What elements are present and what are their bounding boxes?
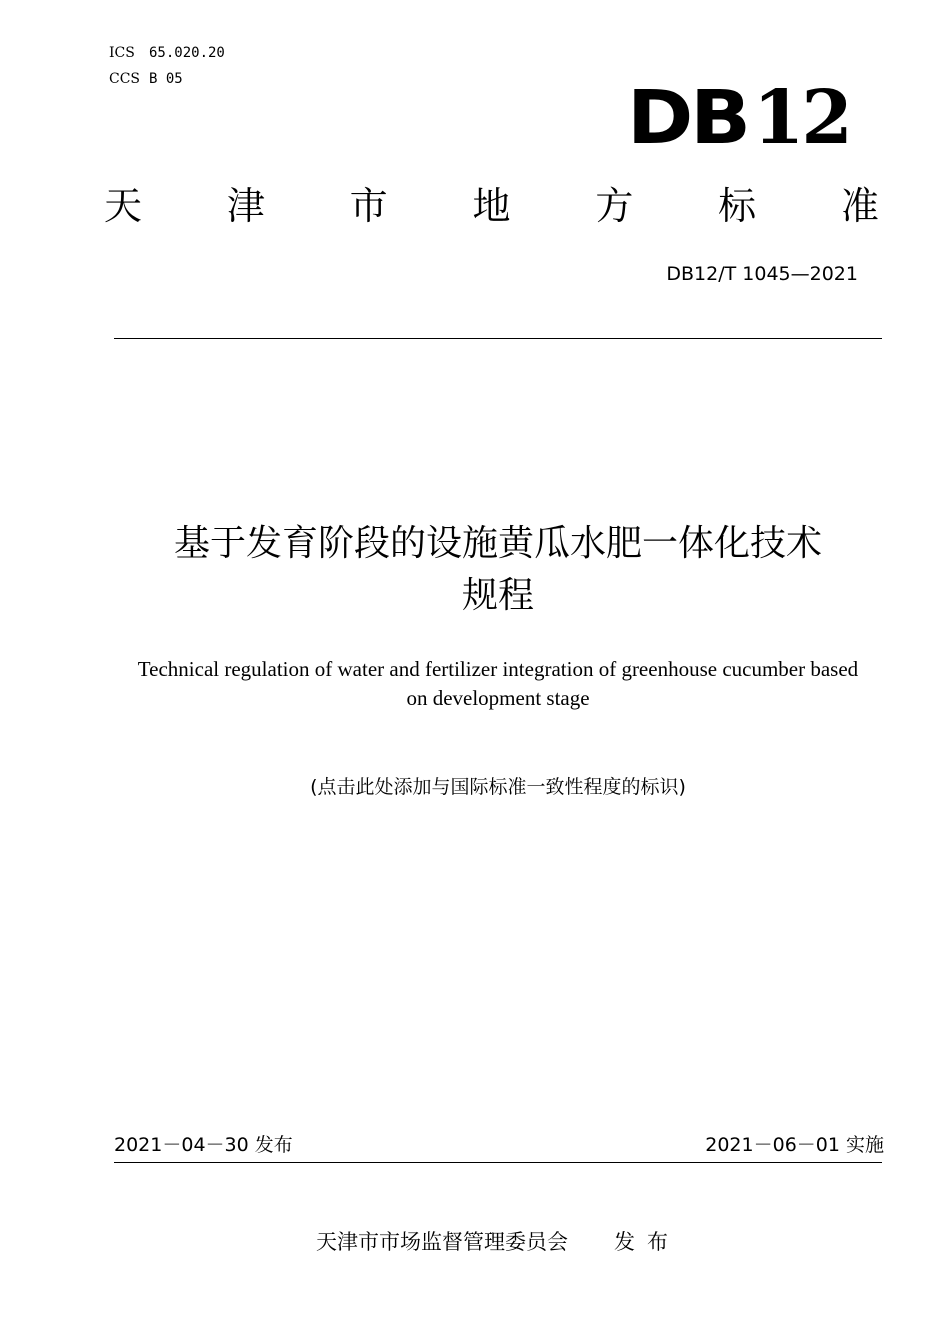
english-title-line-2: on development stage: [406, 686, 590, 710]
ics-label: ICS: [109, 45, 135, 61]
standard-type-char: 方: [595, 184, 634, 228]
ccs-value: B 05: [149, 71, 183, 87]
chinese-title-line-2: 规程: [461, 575, 534, 616]
conformity-placeholder[interactable]: (点击此处添加与国际标准一致性程度的标识): [310, 776, 686, 798]
issue-date: 2021－04－30 发布: [114, 1134, 293, 1156]
english-title-line-1: Technical regulation of water and fertilizer integration of greenhouse cucumber based: [137, 657, 859, 681]
standard-type-char: 市: [349, 184, 388, 228]
standard-type-heading: [104, 182, 879, 230]
issuer: [114, 1228, 882, 1256]
standard-type-char: 津: [226, 184, 265, 228]
ccs-code: [109, 70, 183, 88]
ccs-label: CCS: [109, 71, 141, 87]
logo-number: 12: [752, 75, 850, 161]
chinese-title: [114, 518, 882, 622]
chinese-title-line-1: 基于发育阶段的设施黄瓜水肥一体化技术: [173, 523, 822, 564]
standard-type-char: 准: [840, 184, 879, 228]
standard-type-char: 地: [472, 184, 511, 228]
standard-type-char: 标: [718, 184, 757, 228]
implementation-date: 2021－06－01 实施: [705, 1134, 884, 1156]
db12-logo: [627, 75, 850, 161]
standard-number: DB12/T 1045—2021: [666, 263, 858, 285]
issuer-action: 发布: [614, 1230, 680, 1254]
standard-type-char: 天: [104, 184, 143, 228]
ics-value: 65.020.20: [149, 45, 225, 61]
english-title: [110, 655, 886, 713]
logo-letters: DB: [627, 75, 748, 161]
issuer-name: 天津市市场监督管理委员会: [316, 1230, 568, 1254]
top-divider: [114, 338, 882, 339]
ics-code: [109, 44, 225, 62]
bottom-divider: [114, 1162, 882, 1163]
